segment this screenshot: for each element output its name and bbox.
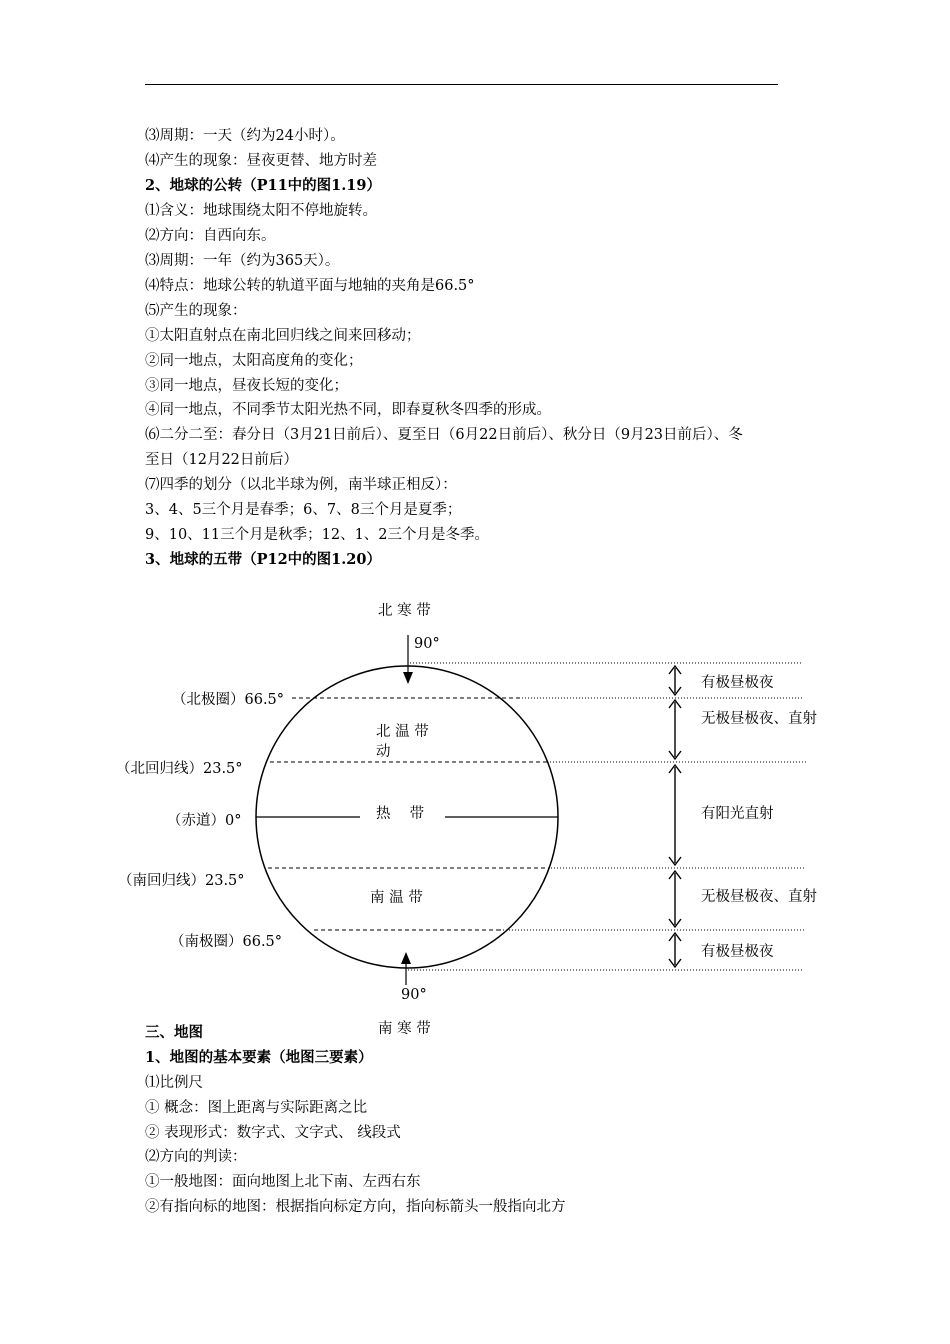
range-arrow-tropical	[669, 765, 681, 865]
text-line: 至日（12月22日前后）	[145, 452, 298, 468]
range-arrow-frigid-south	[669, 933, 681, 967]
text-line: ③同一地点，昼夜长短的变化；	[145, 378, 348, 394]
south-frigid-zone-label: 南 寒 带	[378, 1021, 431, 1037]
text-line: ⑶周期：一天（约为24小时）。	[145, 128, 345, 144]
section-heading: 三、地图	[145, 1024, 203, 1041]
tropical-zone-label: 热 带	[376, 806, 425, 822]
tropic-capricorn-label: （南回归线）23.5°	[118, 873, 245, 889]
text-line: ①太阳直射点在南北回归线之间来回移动；	[145, 328, 421, 344]
section-heading: 1、地图的基本要素（地图三要素）	[145, 1049, 373, 1066]
right-label-temperate-south: 无极昼极夜、直射	[701, 889, 817, 905]
arctic-circle-label: （北极圈）66.5°	[172, 692, 285, 708]
section-heading: 3、地球的五带（P12中的图1.20）	[145, 551, 381, 568]
text-line: ⑶周期：一年（约为365天）。	[145, 253, 340, 269]
text-line: ⑷产生的现象：昼夜更替、地方时差	[145, 153, 377, 169]
text-line: ⑺四季的划分（以北半球为例，南半球正相反）：	[145, 477, 457, 493]
text-line: ⑷特点：地球公转的轨道平面与地轴的夹角是66.5°	[145, 278, 475, 294]
text-line: ⑹二分二至：春分日（3月21日前后）、夏至日（6月22日前后）、秋分日（9月23日前后）、冬	[145, 427, 743, 443]
text-line: ①一般地图：面向地图上北下南、左西右东	[145, 1174, 421, 1190]
text-line: ②同一地点，太阳高度角的变化；	[145, 353, 363, 369]
north-temperate-zone-label: 北 温 带	[376, 724, 429, 740]
right-label-temperate-north: 无极昼极夜、直射	[701, 711, 817, 727]
north-frigid-zone-label: 北 寒 带	[378, 603, 431, 619]
range-arrow-temperate-south	[669, 871, 681, 927]
tropic-cancer-label: （北回归线）23.5°	[116, 761, 243, 777]
text-line: ⑵方向的判读：	[145, 1149, 247, 1165]
text-line: ⑵方向：自西向东。	[145, 228, 276, 244]
north-temperate-extra-label: 动	[376, 744, 391, 760]
north-pole-angle-label: 90°	[414, 636, 440, 652]
text-line: ⑴比例尺	[145, 1075, 203, 1091]
text-line: ②有指向标的地图：根据指向标定方向，指向标箭头一般指向北方	[145, 1199, 566, 1215]
text-line: ⑸产生的现象：	[145, 303, 247, 319]
text-line: ② 表现形式：数字式、文字式、 线段式	[145, 1125, 401, 1141]
right-label-frigid-south: 有极昼极夜	[701, 944, 774, 960]
text-line: 3、4、5三个月是春季；6、7、8三个月是夏季；	[145, 502, 462, 518]
text-line: ⑴含义：地球围绕太阳不停地旋转。	[145, 203, 377, 219]
text-line: ① 概念：图上距离与实际距离之比	[145, 1100, 368, 1116]
south-temperate-zone-label: 南 温 带	[370, 890, 423, 906]
right-label-tropical: 有阳光直射	[701, 806, 774, 822]
text-line: 9、10、11三个月是秋季；12、1、2三个月是冬季。	[145, 527, 490, 543]
text-line: ④同一地点，不同季节太阳光热不同，即春夏秋冬四季的形成。	[145, 402, 551, 418]
section-heading: 2、地球的公转（P11中的图1.19）	[145, 177, 381, 194]
equator-label: （赤道）0°	[167, 813, 242, 829]
south-pole-angle-label: 90°	[401, 987, 427, 1003]
range-arrow-temperate-north	[669, 700, 681, 759]
antarctic-circle-label: （南极圈）66.5°	[170, 934, 283, 950]
range-arrow-frigid-north	[669, 666, 681, 695]
right-label-frigid-north: 有极昼极夜	[701, 675, 774, 691]
